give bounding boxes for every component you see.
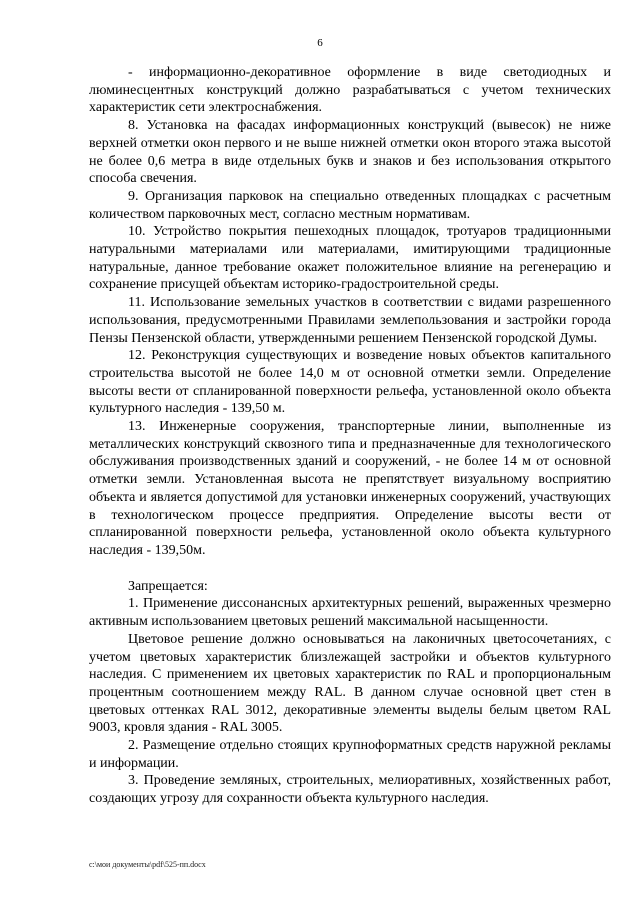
prohibited-item-1: 1. Применение диссонансных архитектурных решений, выраженных чрезмерно активным использованием цветовых решений максимальной насыщенности. [89,596,611,630]
footer-file-path: c:\мои документы\pdf\525-пп.docx [89,860,206,869]
prohibited-heading: Запрещается: [128,578,208,594]
prohibited-item-2: 2. Размещение отдельно стоящих крупноформатных средств наружной рекламы и информации. [89,738,611,771]
color-solution-paragraph: Цветовое решение должно основываться на лаконичных цветосочетаниях, с учетом цветовых характеристик близлежащей застройки и объектов культурного наследия. С применением их цветовых характеристик по RAL и пропорциональным процентным соотношением между RAL. В данном случае основной цвет стен в цветовых оттенках RAL 3012, декоративные элементы выделы белым цветом RAL 9003, кровля здания - RAL 3005. [89,631,611,736]
page-number: 6 [317,37,323,49]
paragraph-item-10: 10. Устройство покрытия пешеходных площадок, тротуаров традиционными натуральными материалами или материалами, имитирующими традиционные натуральные, данное требование окажет положительное влияние на регенерацию и сохранение присущей объектам историко-градостроительной среды. [89,224,611,293]
document-body [89,64,611,808]
paragraph-item-12: 12. Реконструкция существующих и возведение новых объектов капитального строительства высотой не более 14,0 м от основной отметки земли. Определение высоты вести от спланированной поверхности рельефа, установленной около объекта культурного наследия - 139,50 м. [89,348,611,417]
paragraph-item-9: 9. Организация парковок на специально отведенных площадках с расчетным количеством парковочных мест, согласно местным нормативам. [89,188,611,222]
paragraph-item-13: 13. Инженерные сооружения, транспортерные линии, выполненные из металлических конструкций сквозного типа и предназначенные для технологического обслуживания производственных зданий и сооружений, - не более 14 м от основной отметки земли. Установленная высота не препятствует визуальному восприятию объекта и является допустимой для установки инженерных сооружений, участвующих в технологическом процессе предприятия. Определение высоты вести от спланированной поверхности рельефа, установленной около объекта культурного наследия - 139,50м. [89,419,611,558]
paragraph-item-7-continuation: - информационно-декоративное оформление в виде светодиодных и люминесцентных конструкций должно разрабатываться с учетом технических характеристик сети электроснабжения. [89,65,611,116]
prohibited-item-3: 3. Проведение земляных, строительных, мелиоративных, хозяйственных работ, создающих угрозу для сохранности объекта культурного наследия. [89,773,611,807]
paragraph-item-8: 8. Установка на фасадах информационных конструкций (вывесок) не ниже верхней отметки окон первого и не выше нижней отметки окон второго этажа высотой не более 0,6 метра в виде отдельных букв и знаков и без использования открытого способа свечения. [89,118,611,187]
paragraph-item-11: 11. Использование земельных участков в соответствии с видами разрешенного использования, предусмотренными Правилами землепользования и застройки города Пензы Пензенской области, утвержденными решением Пензенской городской Думы. [89,295,611,346]
